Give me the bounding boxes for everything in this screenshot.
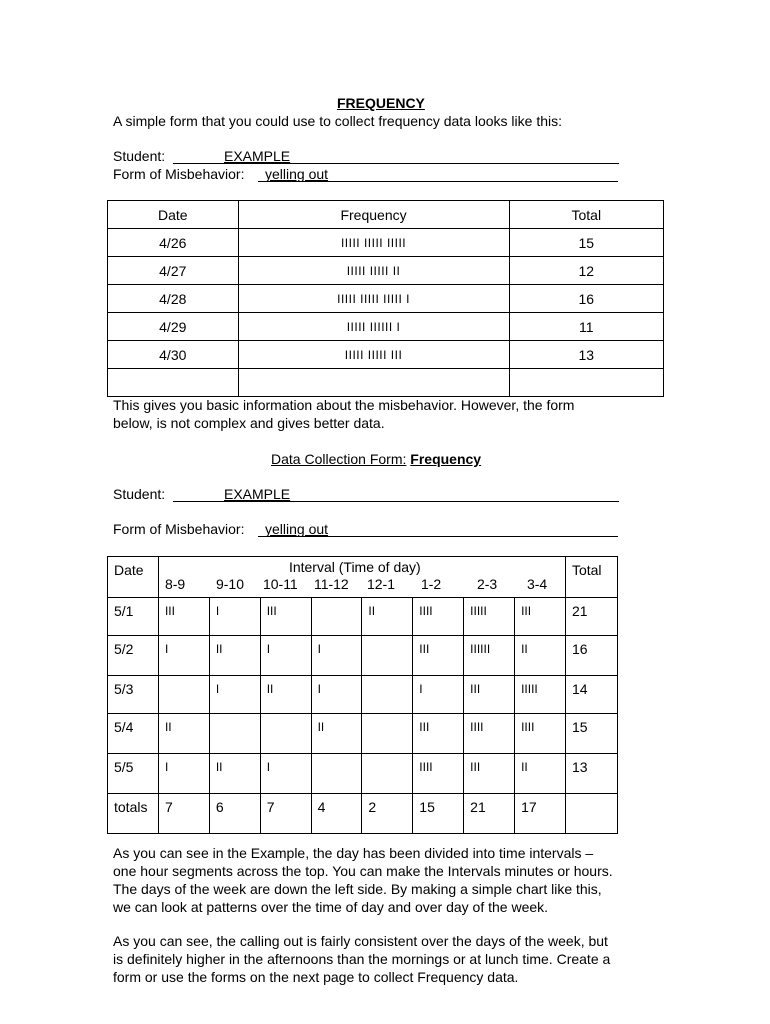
interval-label: 10-11 [262,576,298,592]
interval-title: Interval (Time of day) [288,559,421,575]
interval-label: 11-12 [313,576,349,592]
form-title-bold: Frequency [410,451,482,467]
tally-cell: IIIIII [464,636,515,676]
table-row [108,285,664,313]
interval-total-cell: 4 [311,794,362,834]
tally-cell: IIII [413,598,464,636]
student-value: EXAMPLE [224,486,291,502]
tally-cell: I [260,636,311,676]
total-cell: 16 [509,285,663,313]
date-cell: 4/29 [108,313,239,341]
table-row [108,341,664,369]
behavior-value: yelling out [265,521,329,537]
paragraph-line: As you can see, the calling out is fairly consistent over the days of the week, but [113,933,608,949]
table-row [108,636,618,676]
student-label: Student: [113,486,166,502]
behavior-value: yelling out [265,166,329,182]
form-title [271,450,481,468]
total-cell [565,794,617,834]
date-cell: totals [108,794,159,834]
student-underline [173,501,619,502]
paragraph-line: below, is not complex and gives better data. [113,415,385,431]
header-date: Date [108,201,239,229]
tally-cell: IIII [464,714,515,754]
paragraph-line: This gives you basic information about the misbehavior. However, the form [113,397,575,413]
interval-label: 3-4 [526,576,548,592]
table-row [108,257,664,285]
interval-label: 2-3 [476,576,498,592]
tally-cell [362,676,413,714]
date-cell [108,369,239,397]
tally-cell [209,714,260,754]
tally-cell: IIIII IIIII IIIII I [238,285,509,313]
date-cell: 5/4 [108,714,159,754]
tally-cell: IIIII IIIIII I [238,313,509,341]
date-cell: 5/5 [108,754,159,794]
tally-cell: II [209,636,260,676]
tally-cell [238,369,509,397]
interval-label: 9-10 [215,576,244,592]
paragraph-line: is definitely higher in the afternoons than the mornings or at lunch time. Create a [113,951,611,967]
student-underline [173,163,619,164]
tally-cell: III [413,714,464,754]
tally-cell: II [362,598,413,636]
table-header-row [108,201,664,229]
interval-label: 1-2 [420,576,442,592]
total-cell: 21 [565,598,617,636]
tally-cell [362,636,413,676]
date-cell: 5/3 [108,676,159,714]
table-row [108,229,664,257]
tally-cell: IIIII [464,598,515,636]
table-row [108,754,618,794]
tally-cell: II [515,754,566,794]
table-row [108,313,664,341]
tally-cell: I [209,598,260,636]
tally-cell [362,714,413,754]
interval-label: 12-1 [366,576,395,592]
interval-total-cell: 15 [413,794,464,834]
behavior-label: Form of Misbehavior: [113,166,245,182]
tally-cell: IIIII IIIII IIIII [238,229,509,257]
tally-cell: III [413,636,464,676]
table-row [108,714,618,754]
behavior-underline [258,181,618,182]
header-total: Total [509,201,663,229]
paragraph-line: form or use the forms on the next page to collect Frequency data. [113,969,519,985]
total-cell: 12 [509,257,663,285]
totals-row [108,794,618,834]
paragraph-line: we can look at patterns over the time of day and over day of the week. [113,899,549,915]
header-total: Total [565,557,617,598]
tally-cell: I [158,636,209,676]
tally-cell [362,754,413,794]
tally-cell: III [464,754,515,794]
student-value: EXAMPLE [224,148,291,164]
tally-cell [311,598,362,636]
date-cell: 5/2 [108,636,159,676]
date-cell: 4/26 [108,229,239,257]
tally-cell: I [158,754,209,794]
total-cell: 11 [509,313,663,341]
header-frequency: Frequency [238,201,509,229]
interval-total-cell: 17 [515,794,566,834]
interval-total-cell: 6 [209,794,260,834]
tally-cell: II [260,676,311,714]
tally-cell: IIII [515,714,566,754]
behavior-label: Form of Misbehavior: [113,521,245,537]
table-row-empty [108,369,664,397]
tally-cell: IIII [413,754,464,794]
date-cell: 5/1 [108,598,159,636]
paragraph-line: The days of the week are down the left side. By making a simple chart like this, [113,881,602,897]
interval-total-cell: 7 [158,794,209,834]
behavior-underline [258,536,618,537]
tally-cell: I [311,636,362,676]
paragraph-line: one hour segments across the top. You can make the Intervals minutes or hours. [113,863,613,879]
date-cell: 4/30 [108,341,239,369]
interval-total-cell: 7 [260,794,311,834]
total-cell: 15 [509,229,663,257]
header-interval [158,557,565,598]
tally-cell [311,754,362,794]
tally-cell: IIIII IIIII III [238,341,509,369]
interval-table [107,556,618,834]
interval-header-row [108,557,618,598]
date-cell: 4/28 [108,285,239,313]
total-cell: 14 [565,676,617,714]
tally-cell: I [209,676,260,714]
tally-cell: IIIII IIIII II [238,257,509,285]
frequency-table [107,200,664,397]
intro-text: A simple form that you could use to collect frequency data looks like this: [113,113,563,129]
paragraph-line: As you can see in the Example, the day has been divided into time intervals – [113,845,594,861]
tally-cell: I [260,754,311,794]
tally-cell [260,714,311,754]
tally-cell: II [158,714,209,754]
header-date: Date [108,557,159,598]
interval-total-cell: 2 [362,794,413,834]
tally-cell: II [311,714,362,754]
tally-cell: II [209,754,260,794]
tally-cell: I [311,676,362,714]
interval-total-cell: 21 [464,794,515,834]
total-cell: 13 [565,754,617,794]
tally-cell: IIIII [515,676,566,714]
tally-cell: III [158,598,209,636]
tally-cell: III [515,598,566,636]
total-cell: 13 [509,341,663,369]
table-row [108,598,618,636]
total-cell: 15 [565,714,617,754]
interval-label: 8-9 [164,576,186,592]
date-cell: 4/27 [108,257,239,285]
total-cell [509,369,663,397]
tally-cell: III [260,598,311,636]
form-title-prefix: Data Collection Form: [271,451,407,467]
tally-cell: II [515,636,566,676]
student-label: Student: [113,148,166,164]
tally-cell: III [464,676,515,714]
tally-cell: I [413,676,464,714]
table-row [108,676,618,714]
page-title: FREQUENCY [337,95,425,111]
total-cell: 16 [565,636,617,676]
tally-cell [158,676,209,714]
